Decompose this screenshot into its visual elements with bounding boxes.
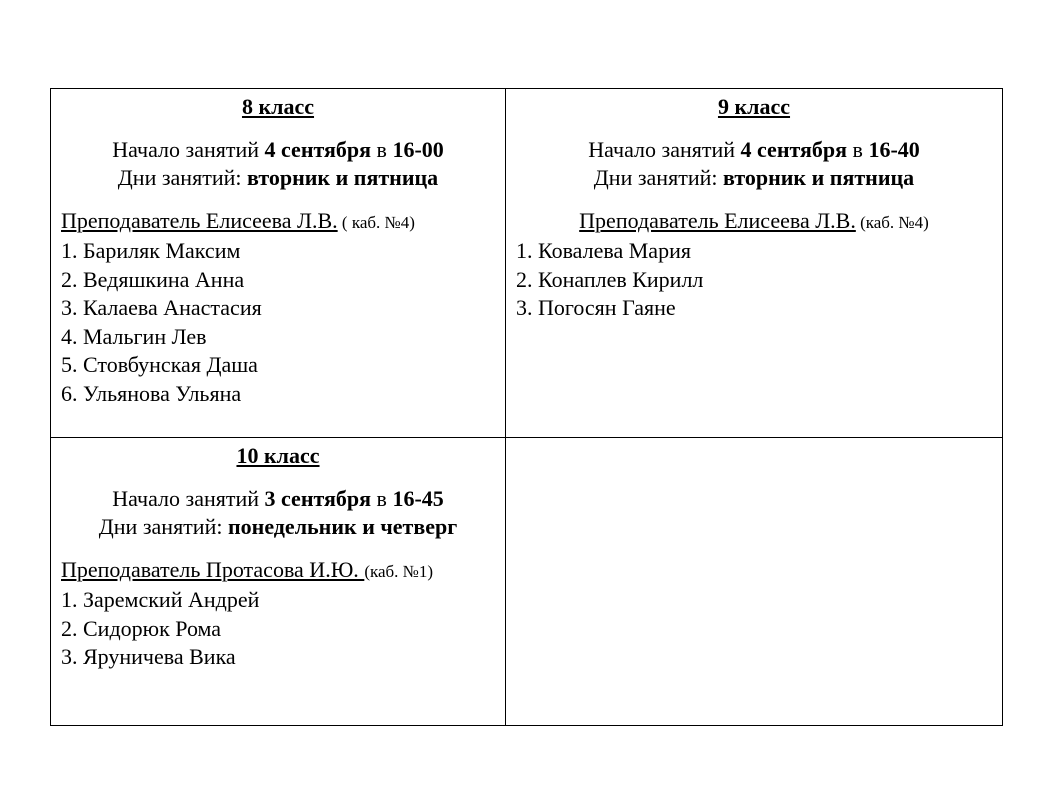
list-item: 2. Конаплев Кирилл [516, 266, 704, 292]
days-line [61, 513, 495, 542]
teacher-name: Преподаватель Елисеева Л.В. [61, 207, 338, 233]
class-title: 9 класс [717, 94, 791, 119]
start-line [61, 136, 495, 165]
start-connector: в [371, 136, 393, 162]
class-cell-10 [51, 438, 506, 726]
start-time: 16-45 [392, 485, 444, 511]
teacher-line [61, 207, 495, 238]
student-list [516, 237, 992, 323]
class-title: 8 класс [241, 94, 315, 119]
teacher-line [61, 556, 495, 587]
list-item: 3. Погосян Гаяне [516, 295, 676, 320]
class-title: 10 класс [236, 443, 320, 468]
room-number: (каб. №1) [364, 561, 434, 581]
schedule-table [50, 88, 1003, 726]
days-value: вторник и пятница [722, 165, 915, 190]
start-date: 3 сентября [264, 485, 372, 511]
class-cell-8 [51, 89, 506, 438]
schedule-info [61, 485, 495, 542]
list-item: 3. Калаева Анастасия [61, 295, 262, 320]
start-time: 16-40 [868, 136, 920, 162]
days-value: вторник и пятница [246, 165, 439, 190]
empty-cell [506, 438, 1003, 726]
start-label: Начало занятий [112, 136, 265, 162]
teacher-line [516, 207, 992, 238]
list-item: 2. Ведяшкина Анна [61, 266, 245, 292]
list-item: 1. Бариляк Максим [61, 238, 241, 263]
list-item: 1. Заремский Андрей [61, 587, 260, 612]
schedule-info [516, 136, 992, 193]
start-line [61, 485, 495, 514]
list-item: 6. Ульянова Ульяна [61, 380, 242, 406]
days-line [516, 164, 992, 193]
teacher-name: Преподаватель Елисеева Л.В. [579, 207, 856, 233]
start-label: Начало занятий [588, 136, 741, 162]
start-date: 4 сентября [740, 136, 848, 162]
table-row [51, 438, 1003, 726]
days-label: Дни занятий: [117, 165, 247, 190]
days-value: понедельник и четверг [227, 514, 458, 539]
list-item: 5. Стовбунская Даша [61, 352, 258, 377]
list-item: 2. Сидорюк Рома [61, 615, 222, 641]
start-connector: в [847, 136, 869, 162]
schedule-info [61, 136, 495, 193]
teacher-name: Преподаватель Протасова И.Ю. [61, 556, 365, 582]
list-item: 1. Ковалева Мария [516, 238, 691, 263]
room-number: ( каб. №4) [337, 212, 415, 232]
days-label: Дни занятий: [98, 514, 228, 539]
class-cell-9 [506, 89, 1003, 438]
start-line [516, 136, 992, 165]
list-item: 3. Яруничева Вика [61, 644, 236, 669]
start-date: 4 сентября [264, 136, 372, 162]
start-time: 16-00 [392, 136, 444, 162]
student-list [61, 586, 495, 672]
start-label: Начало занятий [112, 485, 265, 511]
days-line [61, 164, 495, 193]
room-number: (каб. №4) [855, 212, 929, 232]
days-label: Дни занятий: [593, 165, 723, 190]
student-list [61, 237, 495, 408]
table-row [51, 89, 1003, 438]
start-connector: в [371, 485, 393, 511]
list-item: 4. Мальгин Лев [61, 323, 207, 349]
